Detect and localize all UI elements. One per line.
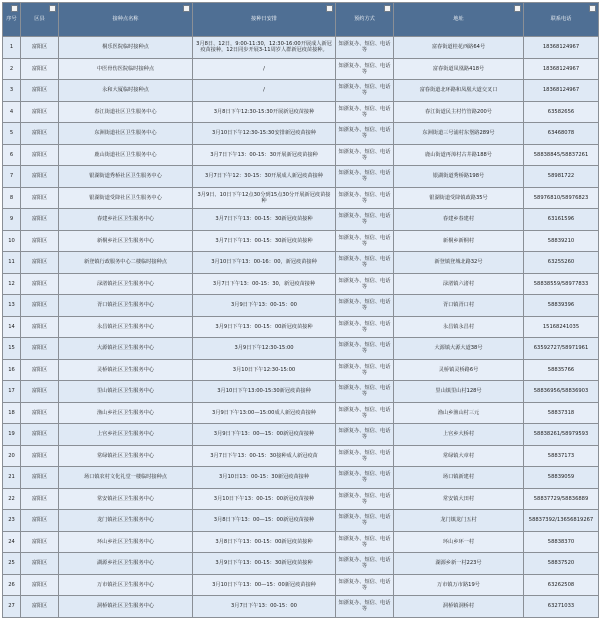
cell-phone[interactable]: 58839210 bbox=[524, 230, 599, 252]
cell-address[interactable]: 龙门镇龙门五村 bbox=[394, 510, 524, 532]
cell-district[interactable]: 富阳区 bbox=[21, 424, 59, 446]
table-row bbox=[3, 338, 599, 360]
cell-address[interactable]: 里山镇里山村128号 bbox=[394, 381, 524, 403]
header-address bbox=[394, 3, 524, 37]
cell-site-name[interactable]: 里山镇社区卫生服务中心 bbox=[59, 381, 193, 403]
cell-phone[interactable]: 63271033 bbox=[524, 596, 599, 618]
cell-phone[interactable]: 58837729/58836889 bbox=[524, 488, 599, 510]
cell-schedule[interactable]: 3月9日下午13：00—15：00新冠疫苗接种 bbox=[193, 424, 336, 446]
cell-address[interactable]: 富春街道桂花西路64号 bbox=[394, 37, 524, 59]
header-schedule bbox=[193, 3, 336, 37]
cell-district[interactable]: 富阳区 bbox=[21, 553, 59, 575]
cell-index[interactable]: 26 bbox=[3, 574, 21, 596]
cell-phone[interactable]: 58838261/58979593 bbox=[524, 424, 599, 446]
cell-booking-method[interactable]: 知浙复办、短信、电话等 bbox=[336, 209, 394, 231]
filter-dropdown-icon[interactable] bbox=[49, 5, 56, 12]
cell-phone[interactable]: 58838845/58837261 bbox=[524, 144, 599, 166]
cell-index[interactable]: 22 bbox=[3, 488, 21, 510]
table-row bbox=[3, 123, 599, 145]
cell-district[interactable]: 富阳区 bbox=[21, 273, 59, 295]
cell-index[interactable]: 18 bbox=[3, 402, 21, 424]
cell-address[interactable]: 永昌镇永昌村 bbox=[394, 316, 524, 338]
cell-schedule[interactable]: 3月10日下午12:30-15:00 bbox=[193, 359, 336, 381]
table-row bbox=[3, 316, 599, 338]
header-label: 联系电话 bbox=[550, 16, 572, 23]
filter-dropdown-icon[interactable] bbox=[589, 5, 596, 12]
cell-site-name[interactable]: 东洲街道社区卫生服务中心 bbox=[59, 123, 193, 145]
table-row bbox=[3, 359, 599, 381]
cell-district[interactable]: 富阳区 bbox=[21, 101, 59, 123]
cell-address[interactable]: 万市镇万市路19号 bbox=[394, 574, 524, 596]
cell-address[interactable]: 春建乡春建村 bbox=[394, 209, 524, 231]
cell-booking-method[interactable]: 知浙复办、短信、电话等 bbox=[336, 445, 394, 467]
cell-address[interactable]: 灵桥镇灵桥路6号 bbox=[394, 359, 524, 381]
cell-schedule[interactable]: 3月9日下午13：00-15：30新冠疫苗接种 bbox=[193, 553, 336, 575]
cell-district[interactable]: 富阳区 bbox=[21, 144, 59, 166]
cell-district[interactable]: 富阳区 bbox=[21, 574, 59, 596]
cell-district[interactable]: 富阳区 bbox=[21, 80, 59, 102]
vaccination-sites-table bbox=[2, 2, 599, 618]
cell-schedule[interactable]: 3月10日下午13：00—15：00新冠疫苗接种 bbox=[193, 574, 336, 596]
cell-phone[interactable]: 58837173 bbox=[524, 445, 599, 467]
cell-booking-method[interactable]: 知浙复办、短信、电话等 bbox=[336, 123, 394, 145]
cell-address[interactable]: 银湖街道受降镇政路35号 bbox=[394, 187, 524, 209]
cell-address[interactable]: 新桐乡新桐村 bbox=[394, 230, 524, 252]
filter-dropdown-icon[interactable] bbox=[514, 5, 521, 12]
table-row bbox=[3, 166, 599, 188]
table-row bbox=[3, 510, 599, 532]
cell-index[interactable]: 4 bbox=[3, 101, 21, 123]
cell-district[interactable]: 富阳区 bbox=[21, 445, 59, 467]
cell-schedule[interactable]: 3月7日下午12：30-15：30开展成人新冠疫苗接种 bbox=[193, 166, 336, 188]
cell-booking-method[interactable]: 知浙复办、短信、电话等 bbox=[336, 510, 394, 532]
cell-phone[interactable]: 58838370 bbox=[524, 531, 599, 553]
cell-phone[interactable]: 58837318 bbox=[524, 402, 599, 424]
cell-schedule[interactable]: 3月9日下午13:00—15:00成人新冠疫苗接种 bbox=[193, 402, 336, 424]
cell-booking-method[interactable]: 知浙复办、短信、电话等 bbox=[336, 295, 394, 317]
cell-site-name[interactable]: 渔山乡社区卫生服务中心 bbox=[59, 402, 193, 424]
header-label: 预约方式 bbox=[354, 16, 375, 23]
cell-index[interactable]: 5 bbox=[3, 123, 21, 145]
cell-booking-method[interactable]: 知浙复办、短信、电话等 bbox=[336, 37, 394, 59]
cell-schedule[interactable]: 3月10日下午13：00-16：00，新冠疫苗接种 bbox=[193, 252, 336, 274]
cell-district[interactable]: 富阳区 bbox=[21, 338, 59, 360]
cell-phone[interactable]: 58835766 bbox=[524, 359, 599, 381]
cell-schedule[interactable]: 3月9日下午13：00-15：00新冠疫苗接种 bbox=[193, 316, 336, 338]
cell-phone[interactable]: 15168241035 bbox=[524, 316, 599, 338]
cell-site-name[interactable]: 灵桥镇社区卫生服务中心 bbox=[59, 359, 193, 381]
table-row bbox=[3, 80, 599, 102]
cell-district[interactable]: 富阳区 bbox=[21, 510, 59, 532]
cell-booking-method[interactable]: 知浙复办、短信、电话等 bbox=[336, 316, 394, 338]
cell-site-name[interactable]: 常绿镇社区卫生服务中心 bbox=[59, 445, 193, 467]
filter-dropdown-icon[interactable] bbox=[326, 5, 333, 12]
cell-booking-method[interactable]: 知浙复办、短信、电话等 bbox=[336, 166, 394, 188]
cell-schedule[interactable]: 3月7日下午13：00-15：30开展新冠疫苗接种 bbox=[193, 144, 336, 166]
cell-index[interactable]: 9 bbox=[3, 209, 21, 231]
table-row bbox=[3, 574, 599, 596]
cell-schedule[interactable]: 3月7日下午13：00-15：30接种成人新冠疫苗 bbox=[193, 445, 336, 467]
cell-booking-method[interactable]: 知浙复办、短信、电话等 bbox=[336, 338, 394, 360]
cell-site-name[interactable]: 永和大厦临时接种点 bbox=[59, 80, 193, 102]
cell-site-name[interactable]: 银湖街道受降社区卫生服务中心 bbox=[59, 187, 193, 209]
cell-district[interactable]: 富阳区 bbox=[21, 467, 59, 489]
header-label: 接种点名称 bbox=[112, 16, 139, 23]
cell-booking-method[interactable]: 知浙复办、短信、电话等 bbox=[336, 381, 394, 403]
cell-phone[interactable]: 63255260 bbox=[524, 252, 599, 274]
cell-phone[interactable]: 63161596 bbox=[524, 209, 599, 231]
table-body bbox=[3, 37, 599, 618]
cell-booking-method[interactable]: 知浙复办、短信、电话等 bbox=[336, 58, 394, 80]
cell-schedule[interactable]: / bbox=[193, 58, 336, 80]
table-row bbox=[3, 467, 599, 489]
cell-phone[interactable]: 58981722 bbox=[524, 166, 599, 188]
cell-index[interactable]: 17 bbox=[3, 381, 21, 403]
cell-phone[interactable]: 58839396 bbox=[524, 295, 599, 317]
cell-index[interactable]: 6 bbox=[3, 144, 21, 166]
cell-address[interactable]: 新登镇登城北路32号 bbox=[394, 252, 524, 274]
cell-site-name[interactable]: 万市镇社区卫生服务中心 bbox=[59, 574, 193, 596]
header-district bbox=[21, 3, 59, 37]
cell-booking-method[interactable]: 知浙复办、短信、电话等 bbox=[336, 424, 394, 446]
table-row bbox=[3, 273, 599, 295]
cell-site-name[interactable]: 龙门镇社区卫生服务中心 bbox=[59, 510, 193, 532]
cell-booking-method[interactable]: 知浙复办、短信、电话等 bbox=[336, 467, 394, 489]
cell-booking-method[interactable]: 知浙复办、短信、电话等 bbox=[336, 252, 394, 274]
table-row bbox=[3, 381, 599, 403]
cell-phone[interactable]: 63262508 bbox=[524, 574, 599, 596]
cell-schedule[interactable]: 3月9日下午12:30-15:00 bbox=[193, 338, 336, 360]
table-row bbox=[3, 531, 599, 553]
cell-booking-method[interactable]: 知浙复办、短信、电话等 bbox=[336, 531, 394, 553]
cell-phone[interactable]: 58976810/58976823 bbox=[524, 187, 599, 209]
header-index bbox=[3, 3, 21, 37]
cell-address[interactable]: 场口镇新建村 bbox=[394, 467, 524, 489]
table-row bbox=[3, 187, 599, 209]
cell-index[interactable]: 2 bbox=[3, 58, 21, 80]
cell-phone[interactable]: 18368124967 bbox=[524, 58, 599, 80]
cell-address[interactable]: 胥口镇胥口村 bbox=[394, 295, 524, 317]
table-row bbox=[3, 37, 599, 59]
cell-phone[interactable]: 63582656 bbox=[524, 101, 599, 123]
cell-index[interactable]: 15 bbox=[3, 338, 21, 360]
cell-address[interactable]: 银湖街道秀桥路198号 bbox=[394, 166, 524, 188]
table-row bbox=[3, 488, 599, 510]
table-row bbox=[3, 144, 599, 166]
cell-site-name[interactable]: 上官乡社区卫生服务中心 bbox=[59, 424, 193, 446]
cell-district[interactable]: 富阳区 bbox=[21, 381, 59, 403]
cell-index[interactable]: 7 bbox=[3, 166, 21, 188]
cell-address[interactable]: 渌渚镇六渚村 bbox=[394, 273, 524, 295]
cell-index[interactable]: 8 bbox=[3, 187, 21, 209]
cell-address[interactable]: 东洲街道三号浦村东堡路289号 bbox=[394, 123, 524, 145]
cell-site-name[interactable]: 湖源乡社区卫生服务中心 bbox=[59, 553, 193, 575]
cell-booking-method[interactable]: 知浙复办、短信、电话等 bbox=[336, 402, 394, 424]
cell-schedule[interactable]: 3月7日下午13：00-15：30新冠疫苗接种 bbox=[193, 209, 336, 231]
header-booking-method bbox=[336, 3, 394, 37]
cell-phone[interactable]: 58839059 bbox=[524, 467, 599, 489]
cell-site-name[interactable]: 环山乡社区卫生服务中心 bbox=[59, 531, 193, 553]
cell-site-name[interactable]: 银湖街道秀桥社区卫生服务中心 bbox=[59, 166, 193, 188]
cell-address[interactable]: 常绿镇大章村 bbox=[394, 445, 524, 467]
cell-district[interactable]: 富阳区 bbox=[21, 187, 59, 209]
cell-phone[interactable]: 63592727/58971961 bbox=[524, 338, 599, 360]
cell-booking-method[interactable]: 知浙复办、短信、电话等 bbox=[336, 488, 394, 510]
cell-site-name[interactable]: 春建乡社区卫生服务中心 bbox=[59, 209, 193, 231]
cell-district[interactable]: 富阳区 bbox=[21, 596, 59, 618]
cell-index[interactable]: 12 bbox=[3, 273, 21, 295]
cell-index[interactable]: 10 bbox=[3, 230, 21, 252]
table-row bbox=[3, 553, 599, 575]
cell-booking-method[interactable]: 知浙复办、短信、电话等 bbox=[336, 144, 394, 166]
header-row bbox=[3, 3, 599, 37]
cell-schedule[interactable]: 3月10日下午13:00-15:30新冠疫苗接种 bbox=[193, 381, 336, 403]
cell-booking-method[interactable]: 知浙复办、短信、电话等 bbox=[336, 80, 394, 102]
cell-booking-method[interactable]: 知浙复办、短信、电话等 bbox=[336, 101, 394, 123]
cell-site-name[interactable]: 桐乐医院临时接种点 bbox=[59, 37, 193, 59]
cell-schedule[interactable]: 3月8日下午13：00—15：00新冠疫苗接种 bbox=[193, 510, 336, 532]
cell-site-name[interactable]: 渌渚镇社区卫生服务中心 bbox=[59, 273, 193, 295]
cell-district[interactable]: 富阳区 bbox=[21, 295, 59, 317]
cell-schedule[interactable]: 3月10日13：00-15：30新冠疫苗接种 bbox=[193, 467, 336, 489]
cell-schedule[interactable]: 3月7日下午13：00-15：30，新冠疫苗接种 bbox=[193, 273, 336, 295]
cell-schedule[interactable]: 3月8日下午12:30-15:30开展新冠疫苗接种 bbox=[193, 101, 336, 123]
cell-booking-method[interactable]: 知浙复办、短信、电话等 bbox=[336, 574, 394, 596]
table-row bbox=[3, 295, 599, 317]
cell-schedule[interactable]: 3月9日下午13：00-15：00 bbox=[193, 295, 336, 317]
cell-booking-method[interactable]: 知浙复办、短信、电话等 bbox=[336, 359, 394, 381]
cell-booking-method[interactable]: 知浙复办、短信、电话等 bbox=[336, 273, 394, 295]
table-row bbox=[3, 445, 599, 467]
cell-schedule[interactable]: 3月9日、10日下午12点30分到15点30分开展新冠疫苗接种 bbox=[193, 187, 336, 209]
cell-phone[interactable]: 58837392/13656819267 bbox=[524, 510, 599, 532]
header-label: 区县 bbox=[34, 16, 45, 23]
cell-district[interactable]: 富阳区 bbox=[21, 166, 59, 188]
header-label: 接种日安排 bbox=[251, 16, 277, 23]
cell-district[interactable]: 富阳区 bbox=[21, 230, 59, 252]
table-row bbox=[3, 101, 599, 123]
cell-address[interactable]: 常安镇大田村 bbox=[394, 488, 524, 510]
cell-site-name[interactable]: 洞桥镇社区卫生服务中心 bbox=[59, 596, 193, 618]
cell-address[interactable]: 富春街道北环路和凤凰大道交叉口 bbox=[394, 80, 524, 102]
cell-site-name[interactable]: 胥口镇社区卫生服务中心 bbox=[59, 295, 193, 317]
table-row bbox=[3, 209, 599, 231]
cell-schedule[interactable]: 3月10日下午12:30-15:30安排新冠疫苗接种 bbox=[193, 123, 336, 145]
filter-dropdown-icon[interactable] bbox=[384, 5, 391, 12]
cell-site-name[interactable]: 中医骨伤医院临时接种点 bbox=[59, 58, 193, 80]
cell-address[interactable]: 上官乡大桥村 bbox=[394, 424, 524, 446]
table-row bbox=[3, 252, 599, 274]
cell-district[interactable]: 富阳区 bbox=[21, 58, 59, 80]
cell-index[interactable]: 23 bbox=[3, 510, 21, 532]
cell-district[interactable]: 富阳区 bbox=[21, 123, 59, 145]
cell-phone[interactable]: 18368124967 bbox=[524, 80, 599, 102]
cell-district[interactable]: 富阳区 bbox=[21, 531, 59, 553]
cell-schedule[interactable]: 3月10日下午13：00-15：00新冠疫苗接种 bbox=[193, 488, 336, 510]
header-site-name bbox=[59, 3, 193, 37]
cell-schedule[interactable]: 3月8日下午13：00-15：00新冠疫苗接种 bbox=[193, 531, 336, 553]
cell-index[interactable]: 21 bbox=[3, 467, 21, 489]
cell-index[interactable]: 24 bbox=[3, 531, 21, 553]
cell-address[interactable]: 湖源乡新一村223号 bbox=[394, 553, 524, 575]
filter-dropdown-icon[interactable] bbox=[11, 5, 18, 12]
cell-district[interactable]: 富阳区 bbox=[21, 402, 59, 424]
cell-address[interactable]: 鹿山街道再漳村古井路188号 bbox=[394, 144, 524, 166]
cell-district[interactable]: 富阳区 bbox=[21, 252, 59, 274]
cell-booking-method[interactable]: 知浙复办、短信、电话等 bbox=[336, 230, 394, 252]
header-label: 序号 bbox=[6, 16, 17, 23]
cell-booking-method[interactable]: 知浙复办、短信、电话等 bbox=[336, 553, 394, 575]
cell-site-name[interactable]: 鹿山街道社区卫生服务中心 bbox=[59, 144, 193, 166]
cell-phone[interactable]: 63468078 bbox=[524, 123, 599, 145]
cell-phone[interactable]: 58838559/58977833 bbox=[524, 273, 599, 295]
table-row bbox=[3, 596, 599, 618]
cell-index[interactable]: 1 bbox=[3, 37, 21, 59]
cell-booking-method[interactable]: 知浙复办、短信、电话等 bbox=[336, 596, 394, 618]
table-row bbox=[3, 58, 599, 80]
cell-district[interactable]: 富阳区 bbox=[21, 209, 59, 231]
table-row bbox=[3, 402, 599, 424]
cell-address[interactable]: 环山乡环一村 bbox=[394, 531, 524, 553]
cell-schedule[interactable]: 3月7日下午13：00-15：00 bbox=[193, 596, 336, 618]
cell-phone[interactable]: 18368124967 bbox=[524, 37, 599, 59]
cell-index[interactable]: 16 bbox=[3, 359, 21, 381]
cell-index[interactable]: 19 bbox=[3, 424, 21, 446]
header-label: 地址 bbox=[453, 16, 464, 23]
cell-index[interactable]: 3 bbox=[3, 80, 21, 102]
cell-district[interactable]: 富阳区 bbox=[21, 359, 59, 381]
cell-district[interactable]: 富阳区 bbox=[21, 316, 59, 338]
cell-schedule[interactable]: 3月7日下午13：00-15：30新冠疫苗接种 bbox=[193, 230, 336, 252]
header-phone bbox=[524, 3, 599, 37]
cell-index[interactable]: 13 bbox=[3, 295, 21, 317]
cell-schedule[interactable]: 3月8日、12日，9:00-11:30，12:30-16:00开展成人新冠疫苗接种，12日同步开展3-11周岁人群新冠疫苗接种。 bbox=[193, 37, 336, 59]
cell-site-name[interactable]: 常安镇社区卫生服务中心 bbox=[59, 488, 193, 510]
cell-address[interactable]: 大源镇大源大道38号 bbox=[394, 338, 524, 360]
cell-site-name[interactable]: 大源镇社区卫生服务中心 bbox=[59, 338, 193, 360]
cell-site-name[interactable]: 新登镇行政服务中心二楼临时接种点 bbox=[59, 252, 193, 274]
filter-dropdown-icon[interactable] bbox=[183, 5, 190, 12]
cell-index[interactable]: 27 bbox=[3, 596, 21, 618]
table-row bbox=[3, 230, 599, 252]
cell-district[interactable]: 富阳区 bbox=[21, 37, 59, 59]
cell-address[interactable]: 渔山乡渔山村三元 bbox=[394, 402, 524, 424]
cell-index[interactable]: 14 bbox=[3, 316, 21, 338]
cell-address[interactable]: 春江街道民主村竹管路200号 bbox=[394, 101, 524, 123]
cell-site-name[interactable]: 永昌镇社区卫生服务中心 bbox=[59, 316, 193, 338]
table-row bbox=[3, 424, 599, 446]
cell-address[interactable]: 洞桥镇洞桥村 bbox=[394, 596, 524, 618]
cell-index[interactable]: 25 bbox=[3, 553, 21, 575]
cell-site-name[interactable]: 场口镇农村文化礼堂一楼临时接种点 bbox=[59, 467, 193, 489]
cell-phone[interactable]: 58837520 bbox=[524, 553, 599, 575]
cell-schedule[interactable]: / bbox=[193, 80, 336, 102]
cell-index[interactable]: 20 bbox=[3, 445, 21, 467]
cell-site-name[interactable]: 春江街道社区卫生服务中心 bbox=[59, 101, 193, 123]
cell-address[interactable]: 富春街道凤凰路418号 bbox=[394, 58, 524, 80]
cell-booking-method[interactable]: 知浙复办、短信、电话等 bbox=[336, 187, 394, 209]
cell-district[interactable]: 富阳区 bbox=[21, 488, 59, 510]
cell-phone[interactable]: 58836956/58836903 bbox=[524, 381, 599, 403]
cell-site-name[interactable]: 新桐乡社区卫生服务中心 bbox=[59, 230, 193, 252]
cell-index[interactable]: 11 bbox=[3, 252, 21, 274]
